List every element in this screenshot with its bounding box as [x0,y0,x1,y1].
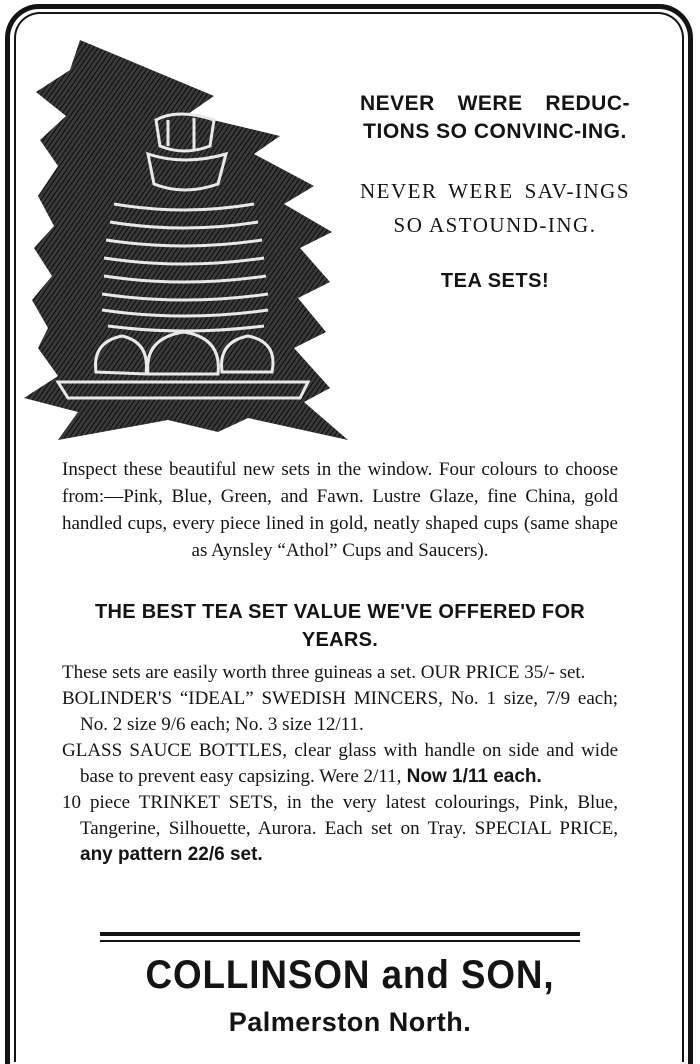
tea-set-illustration [18,36,348,446]
tea-sets-heading: TEA SETS! [440,270,550,292]
firm-town: Palmerston North. [228,1007,472,1037]
list-item: 10 piece TRINKET SETS, in the very latest colourings, Pink, Blue, Tangerine, Silhouette, Aurora. Each set on Tray. SPECIAL PRICE, any pattern 22/6 set. [62,792,618,865]
item-list [62,660,618,868]
firm-name: COLLINSON and SON, [145,953,555,997]
best-value-heading: THE BEST TEA SET VALUE WE'VE OFFERED FOR YEARS. [94,601,586,651]
divider-thick [100,932,580,936]
headline-column [360,90,630,293]
headline-savings: NEVER WERE SAV-INGS SO ASTOUND-ING. [360,179,630,237]
intro-paragraph: Inspect these beautiful new sets in the window. Four colours to choose from:—Pink, Blue, Green, and Fawn. Lustre Glaze, fine China, gold handled cups, every piece lined in gold, neatly shaped cups (same shape as Aynsley “Athol” Cups and Saucers). [62,459,618,561]
headline-reductions: NEVER WERE REDUC-TIONS SO CONVINC-ING. [360,92,630,143]
zigzag-background [24,40,348,440]
list-item: These sets are easily worth three guineas a set. OUR PRICE 35/- set. [62,662,586,683]
list-item: GLASS SAUCE BOTTLES, clear glass with handle on side and wide base to prevent easy capsizing. Were 2/11, Now 1/11 each. [62,740,618,787]
sauce-bottle-price: Now 1/11 each. [401,766,542,787]
divider-thin [100,940,580,942]
list-item: BOLINDER'S “IDEAL” SWEDISH MINCERS, No. 1 size, 7/9 each; No. 2 size 9/6 each; No. 3 size 12/11. [62,688,618,735]
trinket-set-price: any pattern 22/6 set. [80,844,263,865]
